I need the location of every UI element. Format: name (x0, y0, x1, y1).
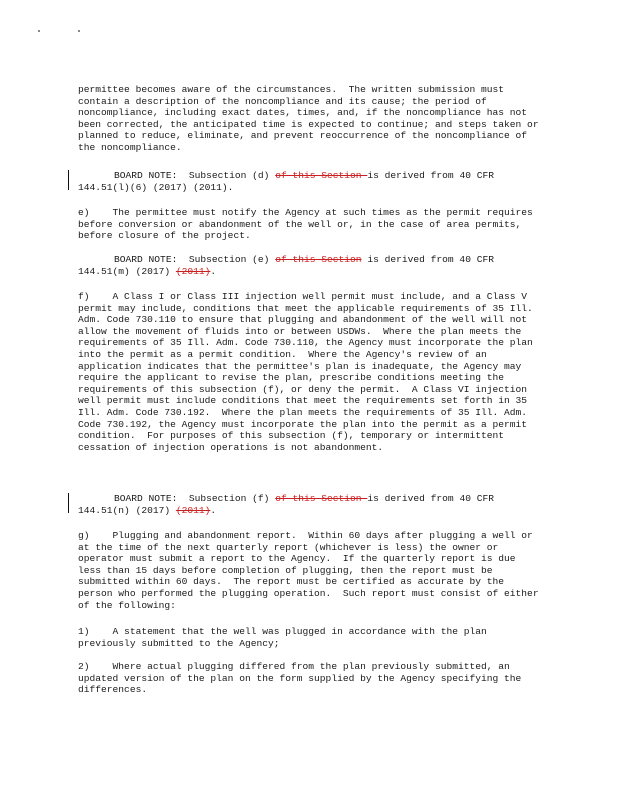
paragraph-subsection-g: g) Plugging and abandonment report. Within 60 days after plugging a well or at the time of the next quarterly report (whichever is less) the owner or operator must submit a report to the Agency. If the quarterly report is due less than 15 days before completion of plugging, then the report must be submitted within 60 days. The report must be certified as accurate by the person who performed the plugging operation. Such report must consist of either of the following: (78, 530, 545, 611)
revision-bar (68, 493, 69, 513)
paragraph-subsection-f: f) A Class I or Class III injection well permit must include, and a Class V permit may include, conditions that meet the applicable requirements of 35 Ill. Adm. Code 730.110 to ensure that plugging and abandonment of the well will not allow the movement of fluids into or between USDWs. Where the plan meets the requirements of 35 Ill. Adm. Code 730.110, the Agency must incorporate the plan into the permit as a permit condition. Where the Agency's review of an application indicates that the permittee's plan is inadequate, the Agency may require the applicant to revise the plan, prescribe conditions meeting the requirements of this subsection (f), or deny the permit. A Class VI injection well permit must include conditions that meet the requirements set forth in 35 Ill. Adm. Code 730.192. Where the plan meets the requirements of 35 Ill. Adm. Code 730.192, the Agency must incorporate the plan into the permit as a permit condition. For purposes of this subsection (f), temporary or intermittent cessation of injection operations is not abandonment. (78, 291, 539, 453)
scan-speck (38, 30, 40, 32)
revision-bar (68, 170, 69, 190)
board-note-subsection-e: BOARD NOTE: Subsection (e) of this Section is derived from 40 CFR 144.51(m) (2017) (2011). (78, 254, 500, 277)
paragraph-noncompliance-submission: permittee becomes aware of the circumstances. The written submission must contain a description of the noncompliance and its cause; the period of noncompliance, including exact dates, times, and, if the noncompliance has not been corrected, the anticipated time is expected to continue; and steps taken or planned to reduce, eliminate, and prevent reoccurrence of the noncompliance of the noncompliance. (78, 84, 545, 153)
paragraph-subsection-g-2: 2) Where actual plugging differed from the plan previously submitted, an updated version of the plan on the form supplied by the Agency specifying the differences. (78, 661, 528, 696)
paragraph-subsection-g-1: 1) A statement that the well was plugged in accordance with the plan previously submitted to the Agency; (78, 626, 493, 649)
board-note-subsection-d: BOARD NOTE: Subsection (d) of this Section is derived from 40 CFR 144.51(l)(6) (2017) (2011). (78, 170, 500, 193)
paragraph-subsection-e: e) The permittee must notify the Agency at such times as the permit requires before conversion or abandonment of the well or, in the case of area permits, before closure of the project. (78, 207, 539, 242)
scan-speck (78, 30, 80, 32)
board-note-subsection-f: BOARD NOTE: Subsection (f) of this Section is derived from 40 CFR 144.51(n) (2017) (2011). (78, 493, 500, 516)
